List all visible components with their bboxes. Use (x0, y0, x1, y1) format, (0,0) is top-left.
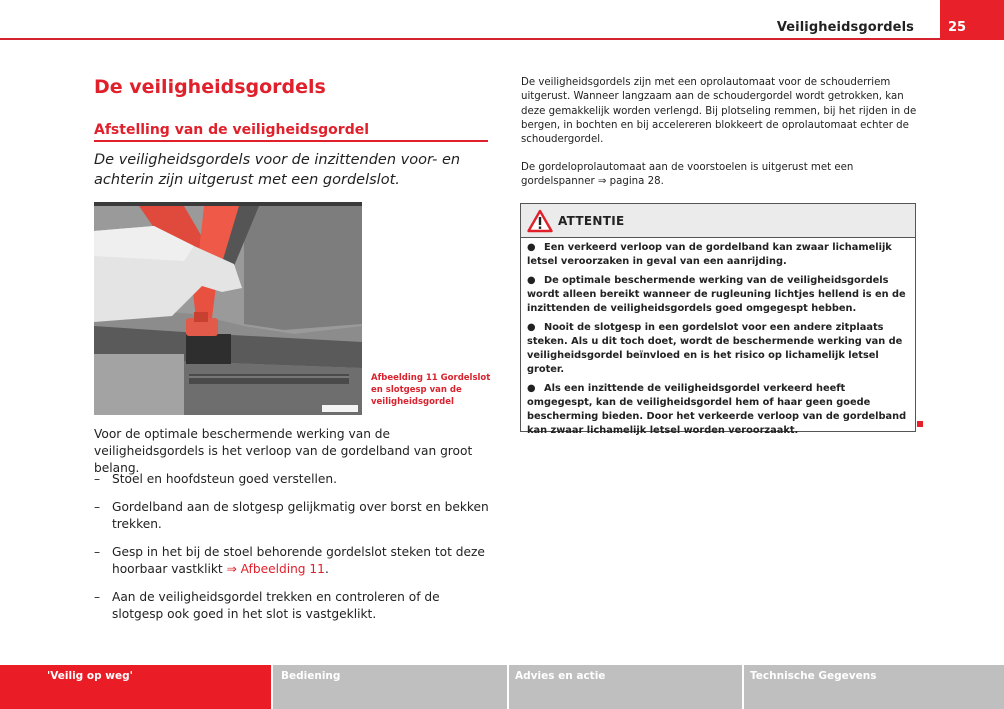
step-item (94, 589, 494, 623)
step-text: Gesp in het bij de stoel behorende gordelslot steken tot deze hoorbaar vastklikt (112, 545, 485, 576)
warning-list (521, 238, 915, 438)
step-item (94, 499, 494, 533)
figure-reference-link[interactable]: ⇒ Afbeelding 11 (226, 562, 325, 576)
warning-item (527, 241, 909, 269)
step-item (94, 544, 494, 578)
warning-item (527, 321, 909, 377)
warning-item (527, 274, 909, 316)
page-number-badge (940, 0, 1004, 40)
dash-bullet: – (94, 545, 101, 559)
page-title: De veiligheidsgordels (94, 76, 326, 98)
tab-technische-gegevens[interactable]: Technische Gegevens (742, 665, 1004, 709)
bullet-icon: ● (527, 383, 536, 394)
warning-triangle-icon (527, 209, 553, 233)
bullet-icon: ● (527, 322, 536, 333)
step-text: Stoel en hoofdsteun goed verstellen. (112, 472, 337, 486)
figure-caption: Afbeelding 11 Gordelslot en slotgesp van de veiligheidsgordel (371, 373, 491, 407)
warning-item (527, 382, 909, 438)
section-subtitle: Afstelling van de veiligheidsgordel (94, 122, 488, 142)
warning-header (521, 204, 915, 238)
warning-text: De optimale beschermende werking van de veiligheidsgordels wordt alleen bereikt wanneer de rugleuning lichtjes hellend is en de inzittenden de veiligheidsgordels goed omgegespt hebben. (527, 275, 906, 314)
warning-box (520, 203, 916, 436)
seatbelt-buckle-illustration (94, 202, 362, 415)
bullet-icon: ● (527, 242, 536, 253)
dash-bullet: – (94, 472, 101, 486)
step-text: Aan de veiligheidsgordel trekken en controleren of de slotgesp ook goed in het slot is vastgeklikt. (112, 590, 440, 621)
dash-bullet: – (94, 500, 101, 514)
footer-nav (0, 665, 1004, 709)
tab-advies-en-actie[interactable]: Advies en actie (507, 665, 742, 709)
body-paragraph: Voor de optimale beschermende werking van de veiligheidsgordels is het verloop van de gordelband van groot belang. (94, 427, 473, 475)
instruction-steps (94, 471, 494, 634)
section-title: Veiligheidsgordels (776, 20, 914, 35)
warning-text: Een verkeerd verloop van de gordelband kan zwaar lichamelijk letsel veroorzaken in geval van een aanrijding. (527, 242, 892, 267)
step-text: Gordelband aan de slotgesp gelijkmatig over borst en bekken trekken. (112, 500, 489, 531)
body-paragraph: De veiligheidsgordels zijn met een oprolautomaat voor de schouderriem uitgerust. Wanneer langzaam aan de schoudergordel wordt getrokken, kan deze gemakkelijk worden verlengd. Bij plotseling remmen, bij het rijden in de bergen, in bochten en bij accelereren blokkeert de oprolautomaat echter de schoudergordel. (521, 77, 917, 146)
tab-veilig-op-weg[interactable]: 'Veilig op weg' (0, 665, 271, 709)
page-number: 25 (948, 20, 967, 35)
bullet-icon: ● (527, 275, 536, 286)
warning-title: ATTENTIE (558, 214, 625, 228)
intro-text: De veiligheidsgordels voor de inzittenden voor- en achterin zijn uitgerust met een gordelslot. (94, 152, 461, 188)
step-item (94, 471, 494, 488)
step-text-end: . (324, 562, 329, 576)
header-rule (0, 38, 940, 40)
warning-text: Nooit de slotgesp in een gordelslot voor een andere zitplaats steken. Als u dit toch doet, wordt de beschermende werking van de veiligheidsgordel beïnvloed en is het risico op lichamelijk letsel groter. (527, 322, 903, 375)
section-end-marker (917, 421, 923, 427)
dash-bullet: – (94, 590, 101, 604)
tab-bediening[interactable]: Bediening (271, 665, 507, 709)
warning-text: Als een inzittende de veiligheidsgordel verkeerd heeft omgegespt, kan de veiligheidsgordel hem of haar geen goede bescherming bieden. Door het verkeerde verloop van de gordelband kan zwaar lichamelijk letsel worden veroorzaakt. (527, 383, 907, 436)
body-paragraph: De gordeloprolautomaat aan de voorstoelen is uitgerust met een gordelspanner ⇒ pagina 28. (521, 162, 854, 188)
